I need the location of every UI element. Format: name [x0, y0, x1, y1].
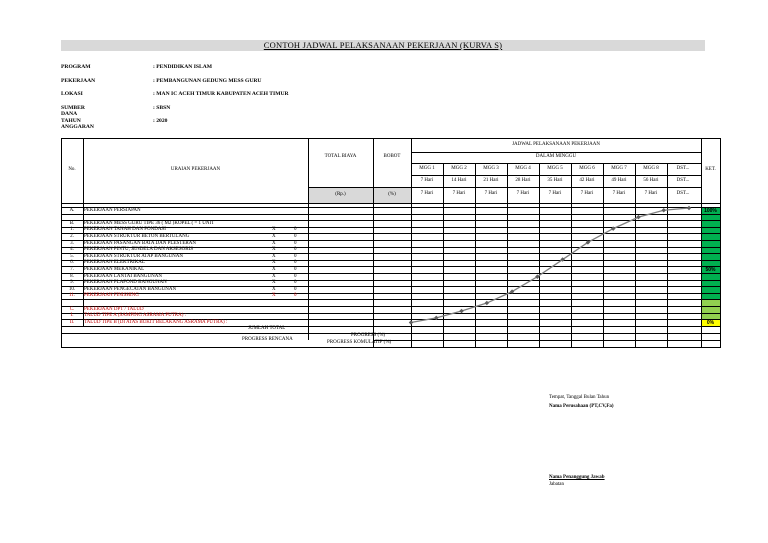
header-dalam-minggu: DALAM MINGGU — [535, 154, 577, 159]
days-label: 42 Hari — [579, 178, 595, 183]
ket-100-label: 100% — [704, 207, 717, 214]
row-x: X — [272, 253, 276, 259]
row-value: 0 — [294, 286, 297, 292]
row-uraian: PEKERJAAN PERSIAPAN — [84, 207, 141, 213]
days-label: 14 Hari — [451, 178, 467, 183]
row-uraian: PEKERJAAN MEKANIKAL — [84, 266, 145, 272]
days-label-2: 7 Hari — [580, 191, 594, 196]
row-value: 0 — [294, 266, 297, 272]
row-no: 5. — [70, 253, 74, 259]
row-no: 3. — [70, 240, 74, 246]
row-uraian: PEKERJAAN PINTU, JENDELA DAN AKSESORIS — [84, 247, 194, 253]
s-curve-point — [409, 320, 414, 325]
project-info-label: LOKASI — [61, 91, 83, 97]
row-no: 10. — [68, 286, 76, 292]
row-no: 8. — [70, 273, 74, 279]
row-uraian: PEKERJAAN PLAFOND BANGUNAN — [84, 280, 167, 286]
header-bobot: BOBOT — [383, 154, 401, 159]
row-no: 1. — [70, 227, 74, 233]
s-curve-point — [485, 301, 490, 306]
page-title: CONTOH JADWAL PELAKSANAAN PEKERJAAN (KURVA S) — [263, 40, 503, 50]
row-uraian: PEKERJAAN MESS GURU TIPE 36 ( M2 )KOPEL ( = 1 UNIT — [84, 220, 215, 226]
week-label: MGG 8 — [643, 166, 659, 171]
row-x: X — [272, 247, 276, 253]
s-curve-line — [411, 208, 689, 323]
row-value: 0 — [294, 233, 297, 239]
project-info-value: : PEMBANGUNAN GEDUNG MESS GURU — [153, 77, 262, 84]
project-info-value: : PENDIDIKAN ISLAM — [153, 64, 213, 70]
header-ket: KET. — [705, 167, 716, 172]
footer-jumlah-total: JUMLAH TOTAL — [248, 326, 286, 332]
week-label: MGG 4 — [515, 166, 531, 171]
week-label: MGG 1 — [419, 166, 435, 171]
s-curve-point — [459, 309, 464, 314]
days-label: 49 Hari — [611, 178, 627, 183]
row-uraian: TALUD TIPE A (SAMPING ASRAMA PUTRA) : — [84, 313, 187, 319]
project-info-label: SUMBER DANA — [61, 104, 85, 117]
row-no: I. — [70, 313, 74, 319]
project-info-label: PEKERJAAN — [61, 77, 96, 84]
project-info-value: : MAN IC ACEH TIMUR KABUPATEN ACEH TIMUR — [153, 91, 289, 97]
row-uraian: PEKERJAAN ELEKTRIKAL — [84, 260, 145, 266]
days-label: 35 Hari — [547, 178, 563, 183]
days-label-2: 7 Hari — [420, 191, 434, 196]
ket-50-label: 50% — [705, 266, 716, 273]
s-curve-point — [687, 206, 692, 211]
row-x: X — [272, 240, 276, 246]
signature-company: Nama Perusahaan (PT,CV,Fa) — [549, 404, 614, 409]
row-value: 0 — [294, 227, 297, 233]
row-uraian: PEKERJAAN STRUKTUR BETON BERTULANG — [84, 233, 190, 239]
days-label-2: 7 Hari — [452, 191, 466, 196]
row-no: 4. — [70, 247, 74, 253]
header-no: No. — [68, 167, 76, 172]
row-x: X — [272, 286, 276, 292]
header-jadwal: JADWAL PELAKSANAAN PEKERJAAN — [512, 142, 600, 147]
row-no: 6. — [70, 260, 74, 266]
week-label: MGG 7 — [611, 166, 627, 171]
row-uraian: PEKERJAAN FINISHING — [84, 293, 139, 299]
header-uraian: URAIAN PEKERJAAN — [170, 167, 221, 172]
row-uraian: PEKERJAAN PENGECATAN BANGUNAN — [84, 286, 177, 292]
week-label: DST... — [676, 166, 690, 171]
days-label: 7 Hari — [420, 178, 434, 183]
days-label-2: DST... — [676, 191, 690, 196]
row-x: X — [272, 293, 276, 299]
project-info-label: PROGRAM — [61, 64, 91, 70]
days-label: 56 Hari — [643, 178, 659, 183]
week-label: MGG 2 — [451, 166, 467, 171]
row-no: A. — [69, 207, 75, 213]
row-no: 2. — [70, 233, 74, 239]
row-x: X — [272, 233, 276, 239]
days-label: 28 Hari — [515, 178, 531, 183]
week-label: MGG 3 — [483, 166, 499, 171]
header-persen: (%) — [388, 192, 396, 197]
row-x: X — [272, 266, 276, 272]
row-value: 0 — [294, 240, 297, 246]
days-label-2: 7 Hari — [548, 191, 562, 196]
row-uraian: PEKERJAAN TANAH DAN PONDASI — [84, 227, 166, 233]
row-uraian: PEKERJAAN STRUKTUR ATAP BANGUNAN — [84, 253, 184, 259]
days-label: 21 Hari — [483, 178, 499, 183]
days-label-2: 7 Hari — [516, 191, 530, 196]
row-uraian: PEKERJAAN DPT / TALUD — [84, 306, 144, 312]
row-uraian: PEKERJAAN LANTAI BANGUNAN — [84, 273, 162, 279]
row-value: 0 — [294, 260, 297, 266]
ket-0-label: 0% — [706, 319, 715, 326]
row-uraian: PEKERJAAN PASANGAN BATA DAN PLESTERAN — [84, 240, 196, 246]
row-value: 0 — [294, 293, 297, 299]
row-x: X — [272, 260, 276, 266]
signature-position: Jabatan — [549, 482, 564, 487]
days-label-2: 7 Hari — [644, 191, 658, 196]
project-info-value: : SBSN — [153, 104, 171, 111]
row-value: 0 — [294, 280, 297, 286]
s-curve-point — [661, 208, 666, 213]
week-label: MGG 6 — [579, 166, 595, 171]
row-no: 9. — [70, 280, 74, 286]
footer-progress: PROGRESS (%) — [351, 333, 386, 339]
row-no: B. — [69, 220, 75, 226]
header-rp: (Rp.) — [335, 192, 346, 197]
week-label: MGG 5 — [547, 166, 563, 171]
row-value: 0 — [294, 273, 297, 279]
days-label-2: 7 Hari — [484, 191, 498, 196]
signature-place-date: Tempat, Tanggal Bulan Tahun — [549, 395, 610, 400]
s-curve-point — [636, 215, 641, 220]
project-info-label: TAHUN ANGGARAN — [61, 118, 94, 130]
row-x: X — [272, 273, 276, 279]
row-uraian: TALUD TIPE B (DI ATAS BUKIT BELAKANG ASRAMA PUTRA) : — [84, 319, 228, 325]
footer-progress-rencana: PROGRESS RENCANA — [242, 336, 293, 342]
row-value: 0 — [294, 253, 297, 259]
signature-name: Nama Penanggung Jawab — [549, 475, 605, 480]
days-label: DST... — [676, 178, 690, 183]
footer-progress-kumulatif: PROGRESS KOMULATIF (%) — [327, 340, 392, 346]
s-curve-point — [434, 316, 439, 321]
row-value: 0 — [294, 247, 297, 253]
row-x: X — [272, 227, 276, 233]
row-x: X — [272, 280, 276, 286]
project-info-value: : 2020 — [153, 118, 168, 124]
row-no: 7. — [70, 266, 74, 272]
header-total-biaya: TOTAL BIAYA — [324, 154, 357, 159]
row-no: 11. — [68, 293, 76, 299]
row-no: II. — [69, 319, 75, 325]
row-no: C. — [69, 306, 75, 312]
days-label-2: 7 Hari — [612, 191, 626, 196]
